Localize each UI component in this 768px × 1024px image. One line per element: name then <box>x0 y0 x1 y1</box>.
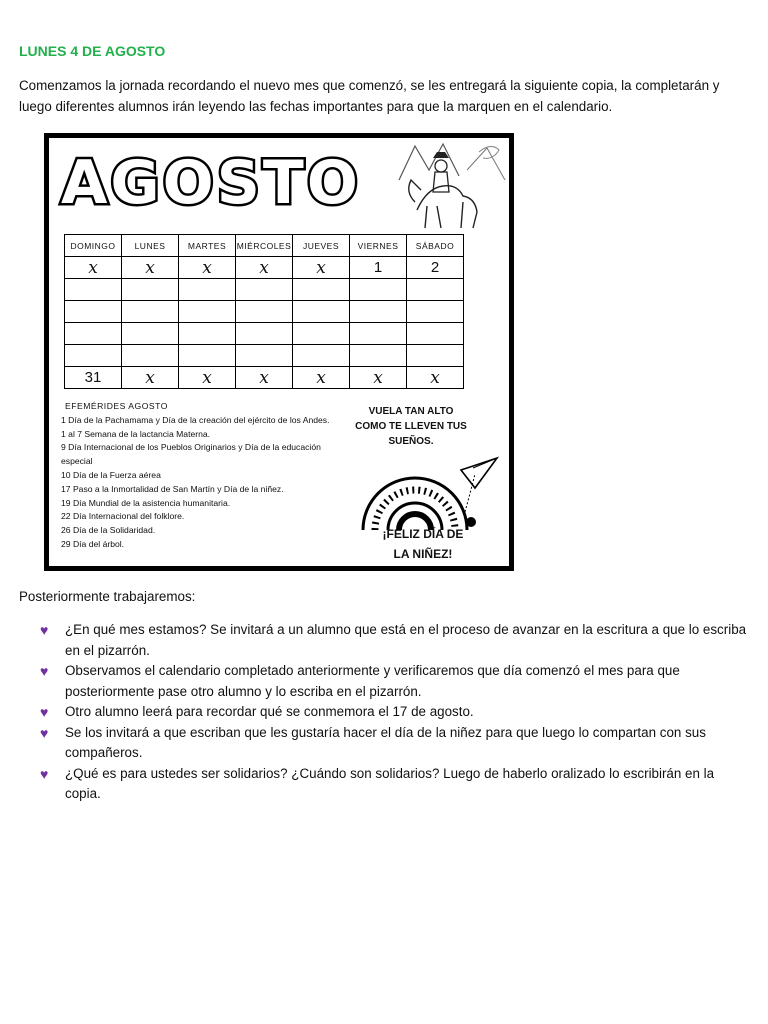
list-item <box>40 702 750 723</box>
fly-high-message <box>349 404 473 449</box>
calendar-cell <box>293 301 350 323</box>
calendar-cell <box>122 323 179 345</box>
list-item <box>40 620 750 661</box>
efemeride-item: 26 Día de la Solidaridad. <box>61 525 156 536</box>
efemeride-item: 19 Día Mundial de la asistencia humanitaria. <box>61 497 231 508</box>
calendar-cell <box>350 301 407 323</box>
day-header: JUEVES <box>293 235 350 257</box>
greeting-line: LA NIÑEZ! <box>393 547 453 561</box>
calendar-cell <box>236 323 293 345</box>
efemeride-item: 1 al 7 Semana de la lactancia Materna. <box>61 428 211 439</box>
day-header: VIERNES <box>350 235 407 257</box>
calendar-cell: x <box>293 367 350 389</box>
message-line: VUELA TAN ALTO <box>368 406 454 417</box>
calendar-cell <box>407 345 464 367</box>
heart-icon: ♥ <box>40 622 49 638</box>
efemerides-list <box>61 400 347 552</box>
worksheet-title: AGOSTO <box>61 148 361 218</box>
list-item-text: Se los invitará a que escriban que les gustaría hacer el día de la niñez para que luego lo compartan con sus compañeros. <box>65 724 706 760</box>
list-item-text: ¿Qué es para ustedes ser solidarios? ¿Cuándo son solidarios? Luego de haberlo oralizado lo escribirán en la copia. <box>65 765 715 801</box>
calendar-cell <box>350 345 407 367</box>
calendar-cell <box>407 301 464 323</box>
calendar-week-row <box>65 367 464 389</box>
calendar-cell <box>122 345 179 367</box>
calendar-cell: x <box>65 257 122 279</box>
calendar-cell: 2 <box>407 257 464 279</box>
heart-icon: ♥ <box>40 724 49 741</box>
calendar-header-row <box>65 235 464 257</box>
calendar-cell <box>65 279 122 301</box>
calendar-cell: x <box>122 257 179 279</box>
list-item-text: ¿En qué mes estamos? Se invitará a un alumno que está en el proceso de avanzar en la escritura a que lo escriba en el pizarrón. <box>65 622 747 658</box>
calendar-cell <box>122 279 179 301</box>
calendar-cell <box>179 279 236 301</box>
calendar-cell <box>122 301 179 323</box>
list-item <box>40 723 750 764</box>
activity-list <box>40 620 750 805</box>
calendar-cell <box>236 301 293 323</box>
calendar-cell <box>293 279 350 301</box>
calendar-grid <box>64 234 464 389</box>
calendar-cell <box>65 345 122 367</box>
list-item <box>40 764 750 805</box>
calendar-cell <box>179 323 236 345</box>
calendar-cell: x <box>179 367 236 389</box>
calendar-cell: x <box>236 257 293 279</box>
efemerides-title: EFEMÉRIDES AGOSTO <box>65 401 168 411</box>
list-item <box>40 661 750 702</box>
calendar-cell <box>65 301 122 323</box>
calendar-week-row <box>65 345 464 367</box>
calendar-cell <box>350 323 407 345</box>
heart-icon: ♥ <box>40 704 49 720</box>
calendar-week-row <box>65 323 464 345</box>
calendar-week-row <box>65 301 464 323</box>
list-item-text: Otro alumno leerá para recordar qué se conmemora el 17 de agosto. <box>65 704 474 719</box>
august-worksheet <box>44 133 514 571</box>
calendar-cell: 31 <box>65 367 122 389</box>
efemeride-item: 9 Día Internacional de los Pueblos Originarios y Día de la educación especial <box>61 442 321 467</box>
greeting-line: ¡FELIZ DÍA DE <box>382 527 464 541</box>
feliz-dia-ninez <box>367 524 479 564</box>
efemeride-item: 1 Día de la Pachamama y Día de la creación del ejército de los Andes. <box>61 414 330 425</box>
efemeride-item: 29 Día del árbol. <box>61 538 125 549</box>
calendar-cell <box>236 279 293 301</box>
calendar-cell <box>293 345 350 367</box>
page-heading: LUNES 4 DE AGOSTO <box>19 43 166 59</box>
day-header: MIÉRCOLES <box>236 235 293 257</box>
after-heading: Posteriormente trabajaremos: <box>19 589 196 604</box>
day-header: LUNES <box>122 235 179 257</box>
calendar-cell: x <box>350 367 407 389</box>
message-line: SUEÑOS. <box>388 436 434 447</box>
heart-icon: ♥ <box>40 765 49 782</box>
san-martin-horse-illustration <box>397 140 507 230</box>
day-header: MARTES <box>179 235 236 257</box>
calendar-cell: x <box>407 367 464 389</box>
efemeride-item: 10 Día de la Fuerza aérea <box>61 469 161 480</box>
calendar-week-row <box>65 279 464 301</box>
list-item-text: Observamos el calendario completado anteriormente y verificaremos que día comenzó el mes para que posteriormente pase otro alumno y lo escriba en el pizarrón. <box>65 663 680 699</box>
heart-icon: ♥ <box>40 663 49 679</box>
calendar-week-row <box>65 257 464 279</box>
calendar-cell: x <box>122 367 179 389</box>
efemeride-item: 22 Día Internacional del folklore. <box>61 511 185 522</box>
calendar-cell <box>407 279 464 301</box>
calendar-cell: x <box>293 257 350 279</box>
calendar-cell <box>407 323 464 345</box>
calendar-cell <box>236 345 293 367</box>
message-line: COMO TE LLEVEN TUS <box>355 421 467 432</box>
calendar-cell <box>179 345 236 367</box>
day-header: DOMINGO <box>65 235 122 257</box>
calendar-cell <box>350 279 407 301</box>
calendar-cell <box>65 323 122 345</box>
intro-paragraph: Comenzamos la jornada recordando el nuevo mes que comenzó, se les entregará la siguiente copia, la completarán y luego diferentes alumnos irán leyendo las fechas importantes para que la marquen en el calendario. <box>19 78 720 114</box>
efemeride-item: 17 Paso a la Inmortalidad de San Martín y Día de la niñez. <box>61 483 284 494</box>
calendar-cell <box>293 323 350 345</box>
day-header: SÁBADO <box>407 235 464 257</box>
calendar-cell: x <box>179 257 236 279</box>
calendar-cell <box>179 301 236 323</box>
calendar-cell: x <box>236 367 293 389</box>
calendar-cell: 1 <box>350 257 407 279</box>
